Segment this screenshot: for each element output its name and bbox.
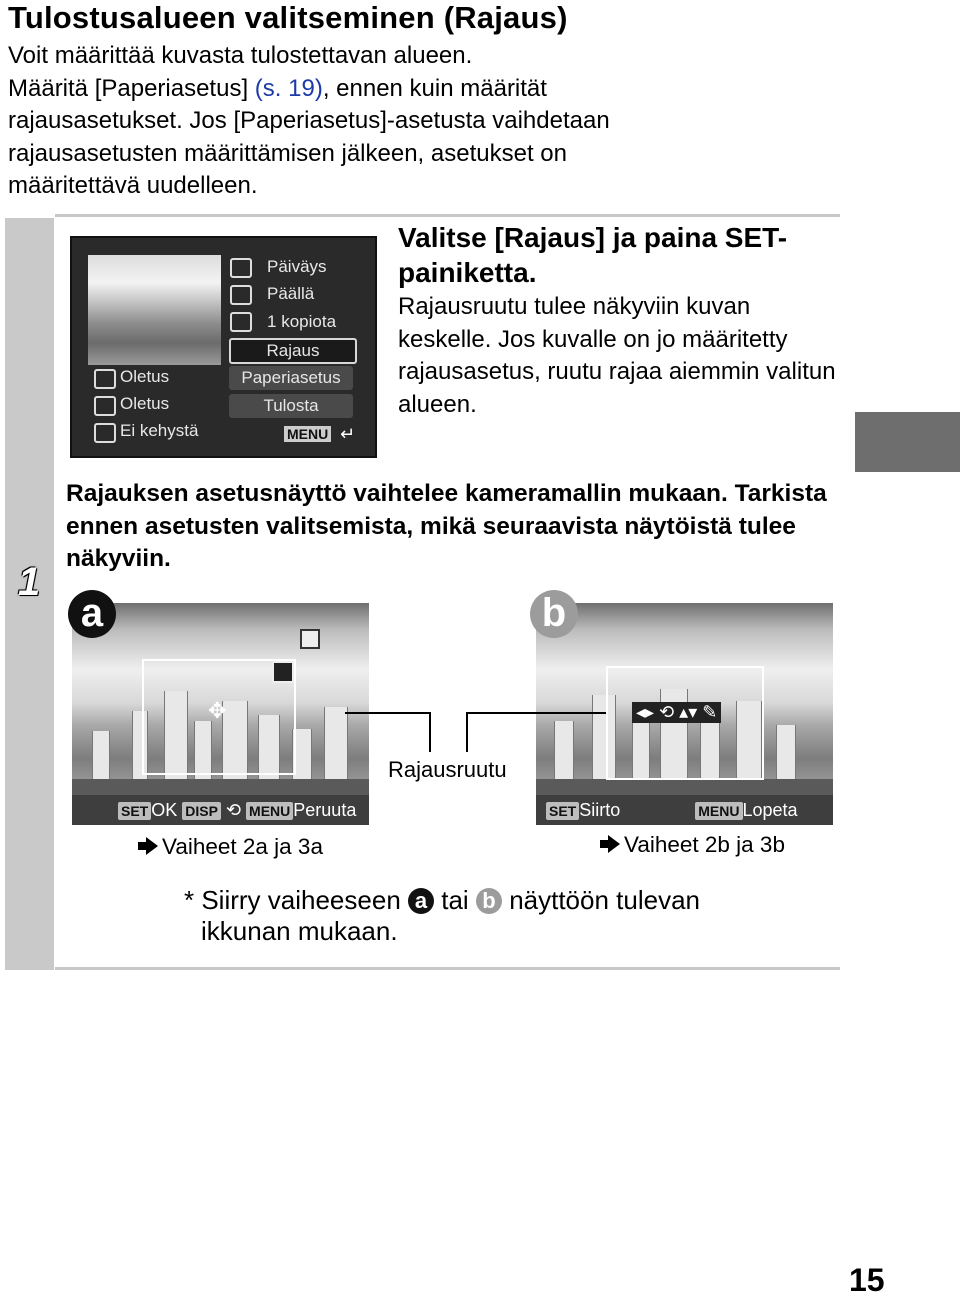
screen-variation-note: Rajauksen asetusnäyttö vaihtelee kameramallin mukaan. Tarkista ennen asetusten valitsemista, mikä seuraavista näytöistä tulee näkyviin. xyxy=(66,480,827,572)
menu-left-default-1: Oletus xyxy=(120,367,170,386)
menu-item-on: Päällä xyxy=(267,284,315,303)
intro-line-1: Voit määrittää kuvasta tulostettavan alueen. xyxy=(8,42,473,69)
callout-line-a-vertical xyxy=(429,712,431,752)
layout-icon xyxy=(94,423,116,443)
label-b-badge: b xyxy=(530,590,578,638)
menu-item-print[interactable]: Tulosta xyxy=(229,394,353,418)
label-a-badge: a xyxy=(68,590,116,638)
copies-label: kopiota xyxy=(281,312,337,331)
step-body: Rajausruutu tulee näkyviin kuvan keskelle. Jos kuvalle on jo määritetty rajausasetus, ruutu rajaa aiemmin valitun alueen. xyxy=(398,293,836,418)
footnote-line-2: ikkunan mukaan. xyxy=(201,916,398,946)
screen-b-image xyxy=(536,603,833,825)
set-key: SET xyxy=(118,802,151,820)
copies-count: 1 xyxy=(267,312,277,331)
intro-line-2-start: Määritä [Paperiasetus] xyxy=(8,74,255,102)
image-icon xyxy=(230,285,252,305)
footnote xyxy=(184,885,700,947)
top-divider xyxy=(55,214,840,217)
footnote-line-1 xyxy=(184,885,700,916)
intro-line-2 xyxy=(8,73,768,106)
paper-size-icon xyxy=(94,369,116,389)
footnote-prefix: * Siirry vaiheeseen xyxy=(184,885,401,915)
menu-item-trimming[interactable]: Rajaus xyxy=(229,338,357,364)
menu-item-paper-settings[interactable]: Paperiasetus xyxy=(229,366,353,390)
bottom-divider xyxy=(55,967,840,970)
callout-line-b-vertical xyxy=(466,712,468,752)
page-number: 15 xyxy=(849,1262,885,1298)
end-label: Lopeta xyxy=(742,800,798,820)
reference-b-text: Vaiheet 2b ja 3b xyxy=(624,832,785,857)
return-icon: ↵ xyxy=(340,424,356,444)
zoom-icon xyxy=(272,661,294,683)
reference-a-text: Vaiheet 2a ja 3a xyxy=(162,834,323,859)
menu-item-copies xyxy=(267,312,336,332)
paper-type-icon xyxy=(94,396,116,416)
screen-b-control-bar xyxy=(536,795,833,825)
set-key: SET xyxy=(546,802,579,820)
trimming-frame-callout: Rajausruutu xyxy=(388,757,507,782)
step-heading: Valitse [Rajaus] ja paina SET-painiketta. xyxy=(398,222,788,288)
arrow-right-icon xyxy=(146,837,158,855)
menu-left-borderless: Ei kehystä xyxy=(120,421,199,440)
screen-a-image xyxy=(72,603,369,825)
move-arrows-icon: ✥ xyxy=(208,698,227,723)
move-label: Siirto xyxy=(579,800,621,820)
footnote-suffix: näyttöön tulevan xyxy=(509,885,700,915)
menu-left-default-2: Oletus xyxy=(120,394,170,413)
intro-text xyxy=(8,40,768,203)
cancel-label: Peruuta xyxy=(293,800,357,820)
screen-a-control-bar xyxy=(72,795,369,825)
intro-line-2-end: , ennen kuin määrität xyxy=(322,74,547,102)
copies-icon xyxy=(230,312,252,332)
intro-line-3: rajausasetukset. Jos [Paperiasetus]-asetusta vaihdetaan xyxy=(8,107,610,134)
menu-key-label: MENU xyxy=(284,426,331,442)
intro-line-4: rajausasetusten määrittämisen jälkeen, asetukset on xyxy=(8,139,567,167)
disp-key: DISP xyxy=(182,802,221,820)
reference-a xyxy=(128,834,323,860)
inline-badge-b: b xyxy=(476,888,502,914)
date-icon xyxy=(230,258,252,278)
callout-line-b-horizontal xyxy=(466,712,606,714)
frame-controls-icons: ◂▸ ⟲ ▴▾ ✎ xyxy=(632,702,721,723)
footnote-middle: tai xyxy=(441,885,469,915)
inline-badge-a: a xyxy=(408,888,434,914)
ok-label: OK xyxy=(151,800,178,820)
menu-key: MENU xyxy=(695,802,742,820)
page-title: Tulostusalueen valitseminen (Rajaus) xyxy=(8,0,568,35)
arrow-right-icon xyxy=(608,835,620,853)
menu-key: MENU xyxy=(246,802,293,820)
menu-item-date: Päiväys xyxy=(267,257,327,276)
page-reference-link[interactable]: (s. 19) xyxy=(254,74,323,102)
step-number: 1 xyxy=(18,560,41,604)
rotate-icon: ⟲ xyxy=(220,800,247,820)
reference-b xyxy=(590,832,785,858)
trimming-frame-b[interactable] xyxy=(606,666,764,780)
rotate-frame-icon xyxy=(300,629,320,649)
callout-line-a-horizontal xyxy=(345,712,431,714)
intro-line-5: määritettävä uudelleen. xyxy=(8,172,258,199)
chapter-tab xyxy=(855,412,960,472)
camera-menu-screenshot xyxy=(70,236,377,458)
menu-thumbnail-image xyxy=(88,255,221,365)
